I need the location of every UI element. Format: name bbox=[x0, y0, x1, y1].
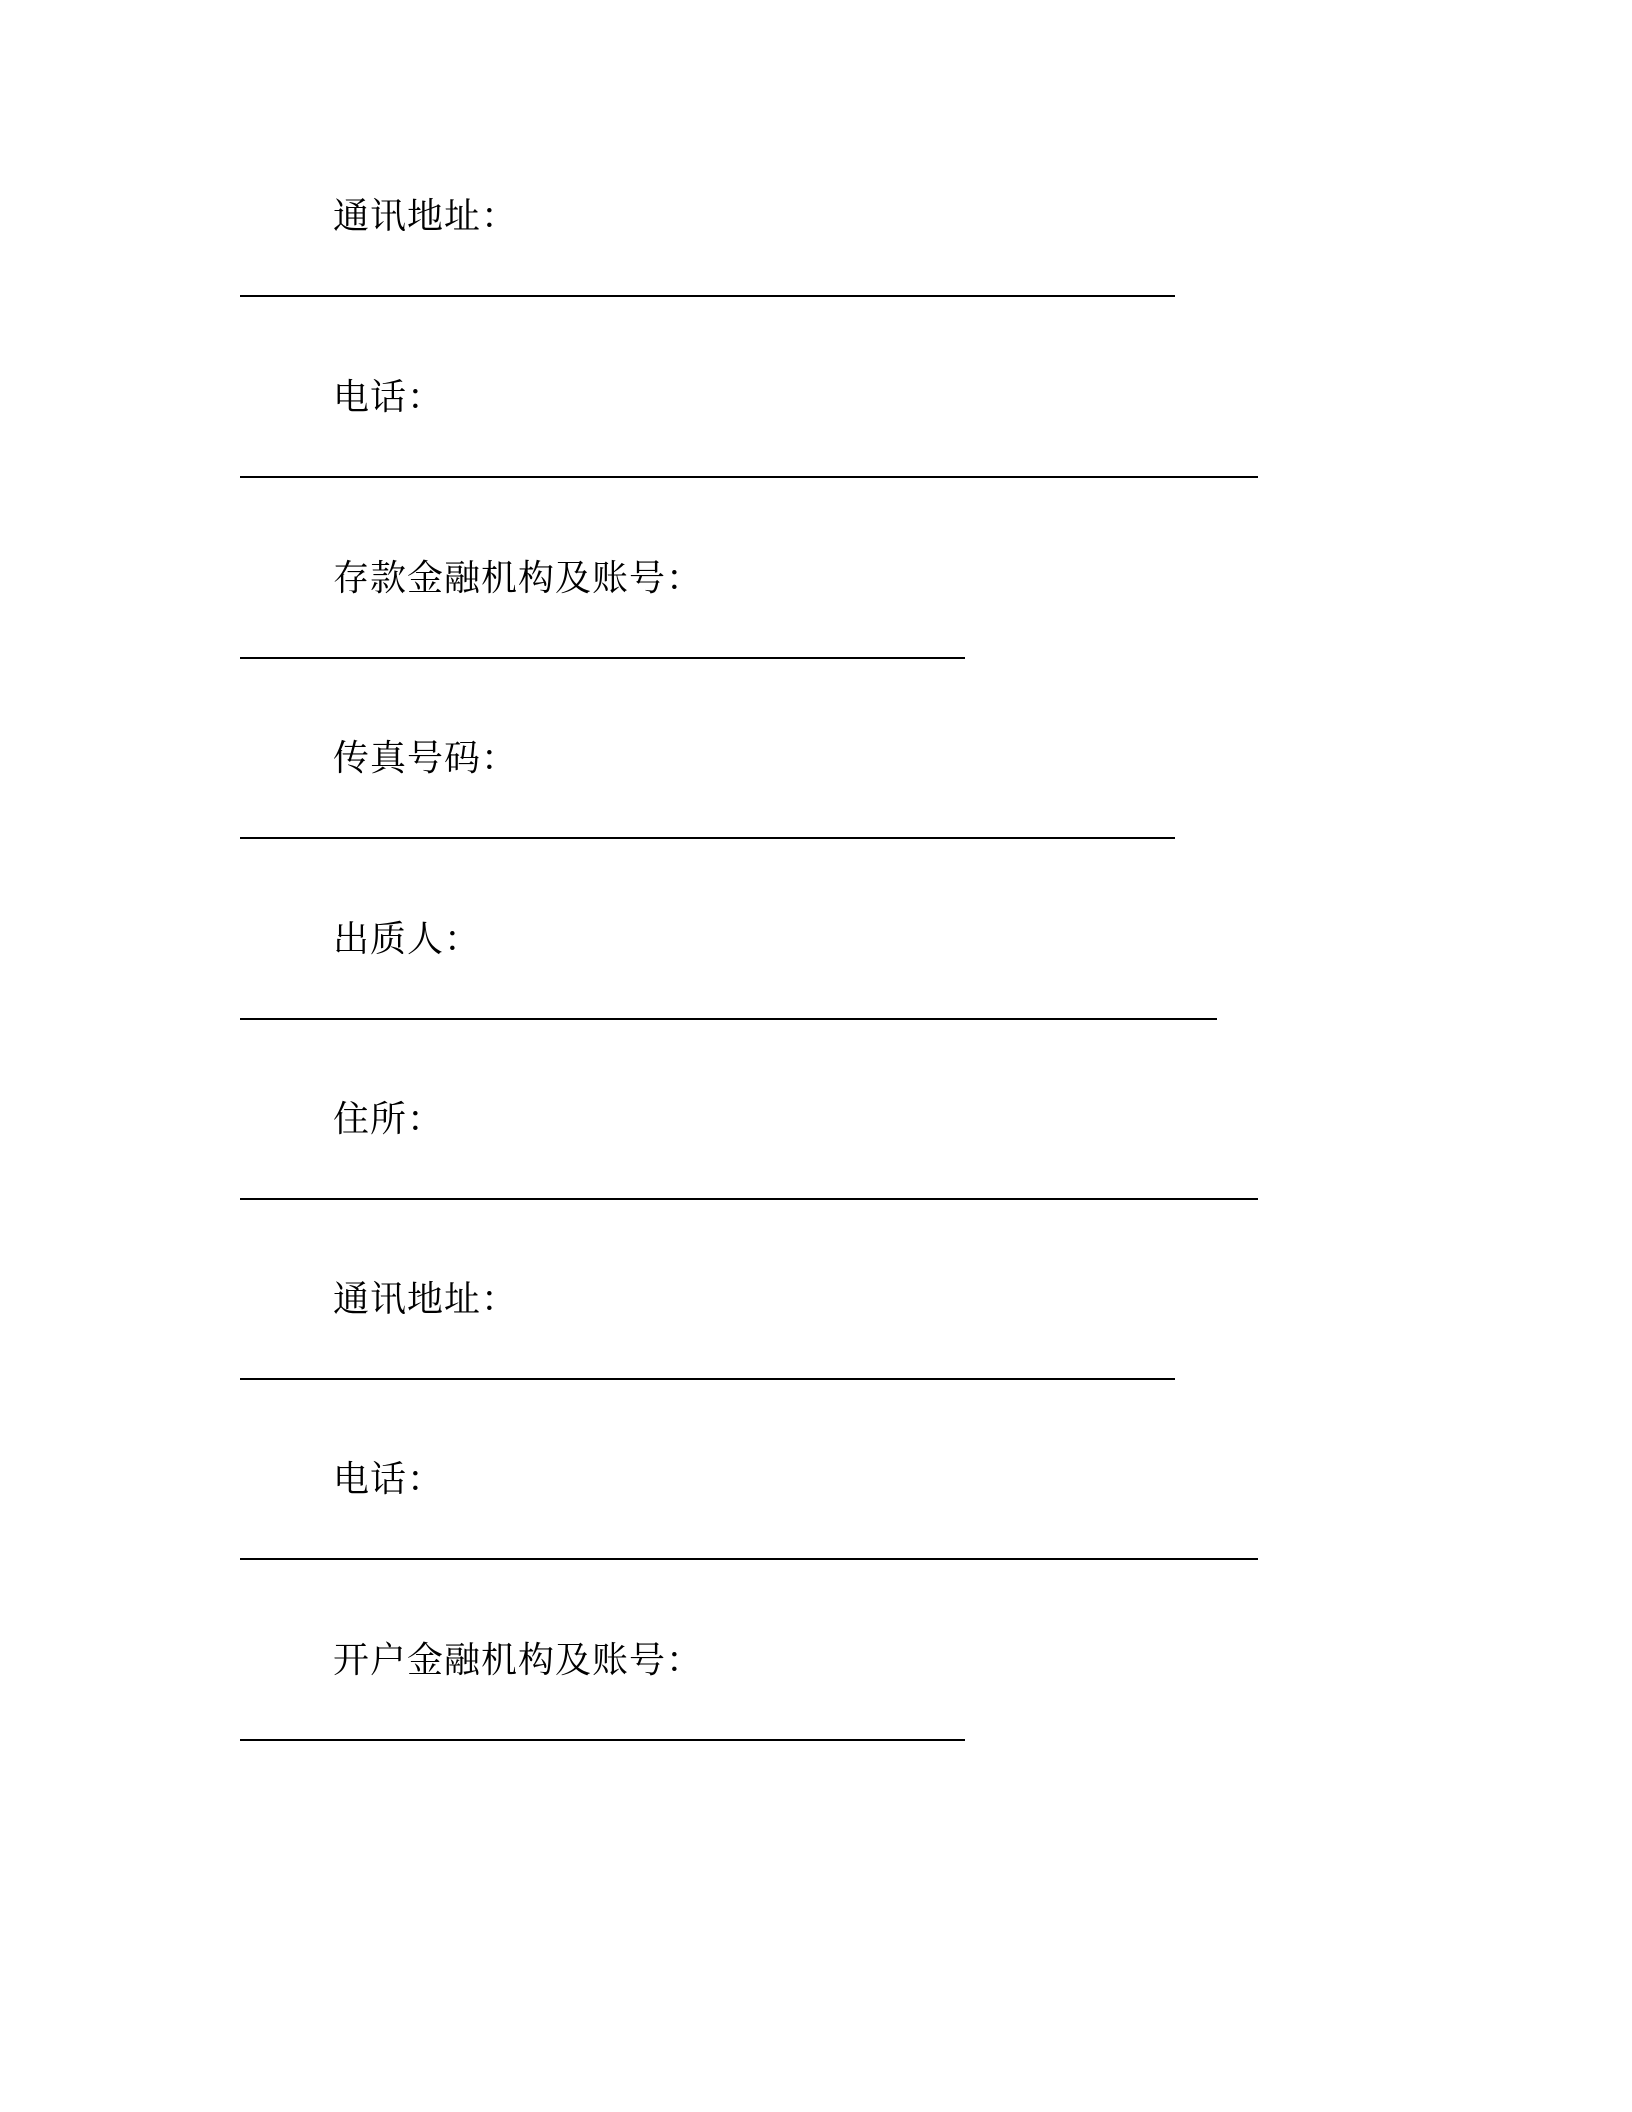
residence-label: 住所： bbox=[333, 1099, 445, 1140]
pledgor-label: 出质人： bbox=[333, 919, 482, 960]
address-blank-line-2 bbox=[240, 1378, 1175, 1380]
account-bank-blank-line bbox=[240, 1739, 965, 1741]
phone-label: 电话： bbox=[333, 377, 445, 418]
address-label-2: 通讯地址： bbox=[333, 1279, 519, 1320]
fax-blank-line bbox=[240, 837, 1175, 839]
deposit-bank-account-label: 存款金融机构及账号： bbox=[333, 558, 704, 599]
address-label: 通讯地址： bbox=[333, 196, 519, 237]
deposit-bank-account-blank-line bbox=[240, 657, 965, 659]
fax-label: 传真号码： bbox=[333, 738, 519, 779]
residence-blank-line bbox=[240, 1198, 1258, 1200]
phone-blank-line bbox=[240, 476, 1258, 478]
phone-blank-line-2 bbox=[240, 1558, 1258, 1560]
phone-label-2: 电话： bbox=[333, 1459, 445, 1500]
address-blank-line bbox=[240, 295, 1175, 297]
pledgor-blank-line bbox=[240, 1018, 1217, 1020]
account-bank-label: 开户金融机构及账号： bbox=[333, 1640, 704, 1681]
